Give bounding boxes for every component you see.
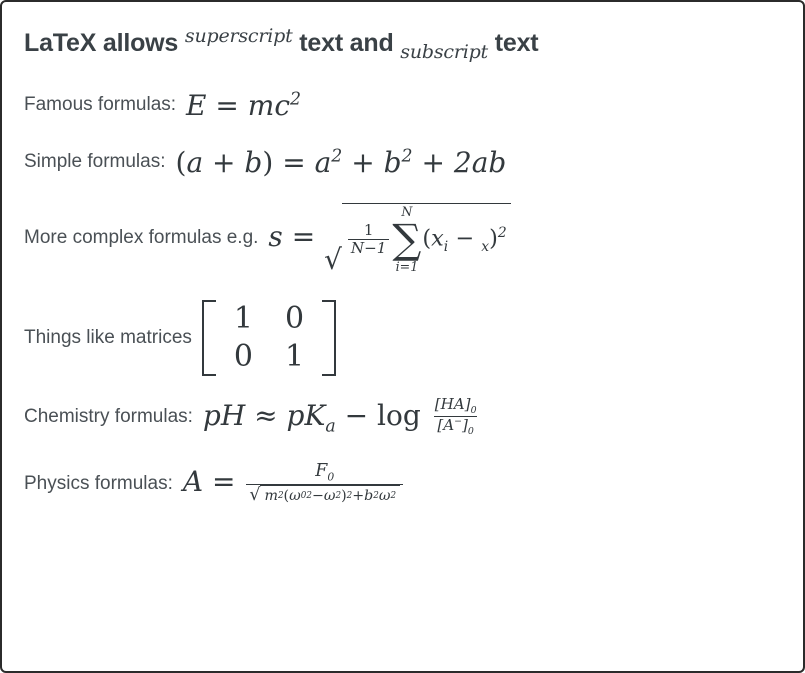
math-token: b [364, 488, 374, 505]
math-paren: ( [283, 488, 290, 505]
title-subscript: subscript [400, 41, 488, 63]
fraction [246, 462, 403, 505]
math-token: a [186, 145, 204, 179]
formula-label-complex: More complex formulas e.g. [24, 227, 259, 249]
title-part-3: text [494, 29, 539, 57]
math-paren: ( [175, 145, 187, 179]
math-subscript: 0 [300, 491, 307, 502]
sum-sigma: ∑ [392, 215, 422, 264]
math-token: [HA] [434, 394, 471, 413]
formula-row-physics [24, 462, 781, 505]
math-token: ω [323, 488, 336, 505]
matrix-table [218, 300, 320, 376]
fraction-denominator [246, 484, 403, 505]
math-exponent: 2 [401, 146, 413, 167]
math-token: F [315, 461, 328, 482]
sum-body [422, 225, 506, 255]
math-operator: − [311, 488, 324, 505]
title-part-1: LaTeX allows [24, 29, 179, 57]
math-operator: + [352, 488, 365, 505]
title-superscript: superscript [184, 25, 293, 47]
fraction [432, 396, 480, 439]
matrix-cell: 0 [233, 338, 253, 374]
sqrt-group [324, 203, 511, 274]
formula-famous [186, 89, 301, 122]
matrix-cell: 0 [284, 300, 305, 336]
math-operator: ≈ [254, 398, 278, 432]
math-function: log [377, 398, 421, 432]
formula-complex [268, 203, 510, 274]
matrix-bracket-left [202, 300, 216, 376]
math-exponent: 2 [335, 491, 342, 502]
math-token: a [314, 145, 332, 179]
fraction-numerator: 1 [363, 220, 374, 239]
radicand [260, 485, 400, 504]
math-token: m [247, 88, 275, 122]
math-token: ] [462, 416, 468, 435]
radicand [342, 203, 511, 274]
matrix-cell: 1 [233, 300, 253, 336]
formula-row-chemistry [24, 396, 781, 439]
page-title [24, 26, 781, 63]
formula-row-complex [24, 203, 781, 274]
math-subscript: a [325, 416, 336, 437]
sqrt-group [249, 485, 400, 504]
sum-lower-limit: i=1 [395, 259, 419, 275]
math-token: ω [289, 488, 301, 505]
math-paren: ( [422, 225, 432, 252]
math-exponent: 2 [346, 491, 353, 502]
math-operator: = [215, 88, 239, 122]
formula-label-chemistry: Chemistry formulas: [24, 405, 193, 427]
math-exponent: 2 [373, 491, 379, 502]
fraction [348, 222, 390, 258]
matrix-row [218, 300, 320, 338]
formula-row-famous [24, 89, 781, 122]
math-operator: − [344, 398, 369, 432]
math-token: s [268, 219, 283, 253]
fraction-numerator [432, 396, 480, 417]
math-operator: − [455, 225, 475, 252]
math-operator: = [282, 145, 306, 179]
radical-sign: √ [324, 242, 342, 276]
math-exponent: − [454, 416, 462, 428]
math-subscript: i [443, 238, 449, 255]
sum-upper-limit: N [401, 203, 413, 219]
math-token: A [182, 465, 204, 499]
math-token: b [383, 145, 402, 179]
math-mean-symbol: x [481, 238, 490, 255]
matrix-row [218, 338, 320, 376]
math-paren: ) [262, 145, 274, 179]
title-part-2: text and [299, 29, 394, 57]
math-token: m [264, 488, 278, 505]
formula-chemistry [203, 396, 482, 439]
summation-operator [392, 203, 422, 275]
formula-label-simple: Simple formulas: [24, 151, 166, 173]
matrix-bracket-right [322, 300, 336, 376]
math-token: E [186, 88, 207, 122]
math-subscript: 0 [467, 426, 474, 438]
formula-label-physics: Physics formulas: [24, 472, 173, 494]
fraction-denominator: N−1 [348, 239, 390, 257]
math-subscript: 0 [470, 404, 477, 416]
math-token: pK [286, 398, 326, 432]
math-exponent: 2 [390, 491, 397, 502]
math-token: b [244, 145, 263, 179]
math-subscript: 0 [327, 470, 335, 484]
math-operator: + [212, 145, 236, 179]
math-token: pH [202, 398, 246, 432]
math-token: ω [378, 488, 391, 505]
matrix-cell: 1 [284, 338, 305, 374]
fraction-numerator [312, 462, 337, 484]
math-token: c [274, 88, 291, 122]
formula-row-simple [24, 146, 781, 179]
math-token: 2ab [453, 145, 507, 179]
formula-label-famous: Famous formulas: [24, 94, 177, 116]
math-exponent: 2 [290, 89, 302, 110]
math-token: x [431, 225, 444, 252]
math-token: [A [437, 416, 455, 435]
math-exponent: 2 [306, 491, 312, 502]
fraction-denominator [434, 416, 477, 438]
math-paren: ) [489, 225, 498, 252]
radical-sign: √ [249, 485, 261, 506]
formula-row-matrix [24, 300, 781, 376]
formula-simple [176, 146, 507, 179]
formula-physics [183, 462, 405, 505]
formula-label-matrix: Things like matrices [24, 326, 192, 348]
math-exponent: 2 [497, 224, 507, 241]
identity-matrix [202, 300, 336, 376]
math-paren: ) [341, 488, 347, 505]
math-operator: + [421, 145, 445, 179]
math-operator: = [291, 219, 316, 253]
math-operator: = [212, 465, 236, 499]
math-exponent: 2 [277, 491, 284, 502]
math-exponent: 2 [331, 146, 343, 167]
math-operator: + [351, 145, 375, 179]
